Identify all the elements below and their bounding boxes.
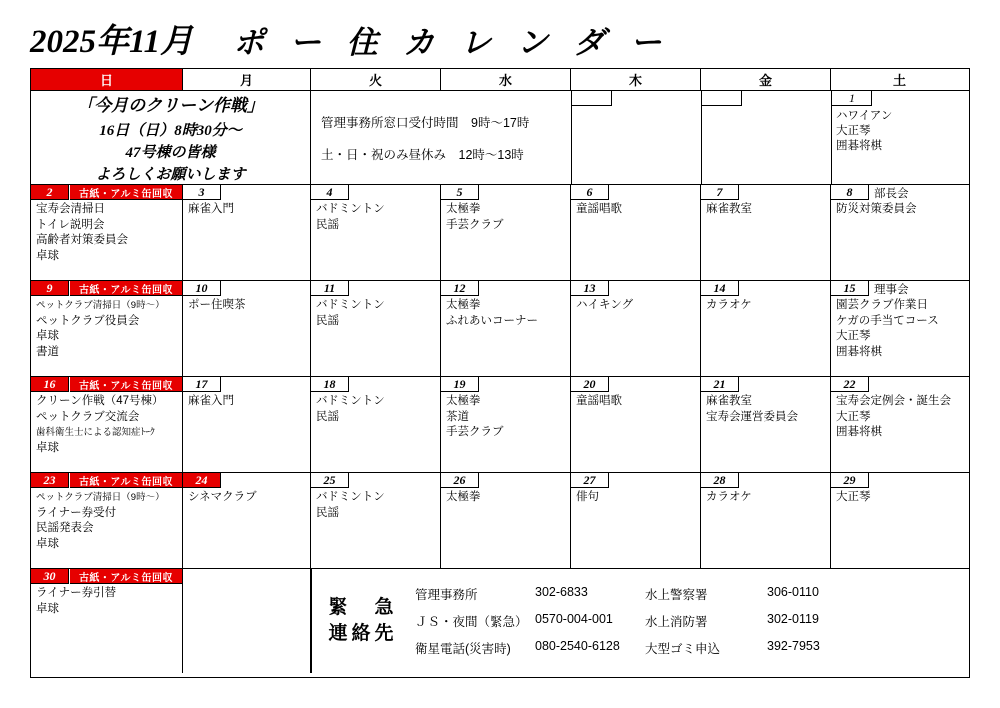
weekday-header-wed: 水 <box>441 69 571 90</box>
day-number: 4 <box>311 185 349 200</box>
event-item: 麻雀入門 <box>188 395 234 407</box>
day-events <box>188 490 307 506</box>
week-row-3 <box>31 281 969 377</box>
day-number: 10 <box>183 281 221 296</box>
day-events <box>706 202 827 218</box>
weekday-header-fri: 金 <box>701 69 831 90</box>
day-number <box>702 91 742 106</box>
day-events <box>36 394 179 456</box>
day-cell-29[interactable] <box>831 473 968 568</box>
recycle-badge: 古紙・アルミ缶回収 <box>70 281 182 296</box>
day-number: 2 <box>31 185 69 200</box>
day-events <box>836 109 966 154</box>
day-number: 22 <box>831 377 869 392</box>
event-item: 麻雀教室 <box>706 395 752 407</box>
event-item: ふれあいコーナー <box>446 314 538 327</box>
contact-label: 大型ゴミ申込 <box>645 642 721 656</box>
event-item: 民謡 <box>316 218 339 231</box>
emergency-column-right <box>645 585 877 657</box>
event-item: ライナー券受付 <box>36 506 117 519</box>
day-events <box>446 202 567 233</box>
day-cell-15[interactable] <box>831 281 968 376</box>
event-item: 大正琴 <box>836 410 871 423</box>
office-hours-line-1: 管理事務所窓口受付時間 9時〜17時 <box>321 115 530 130</box>
office-hours-notice <box>311 91 571 184</box>
event-item: 書道 <box>36 345 59 358</box>
emergency-title-line1: 緊 急 <box>328 597 398 618</box>
title-main: ポ ー 住 カ レ ン ダ ー <box>233 25 671 60</box>
day-events <box>188 202 307 218</box>
notice-row <box>31 91 969 185</box>
day-events <box>576 394 697 410</box>
notice-line-2: 16日（日）8時30分〜 <box>99 123 242 139</box>
day-cell-2[interactable] <box>31 185 183 280</box>
event-item: ケガの手当てコース <box>836 314 939 327</box>
notice-line-1: 「今月のクリーン作戦」 <box>77 96 264 115</box>
event-item: 民謡 <box>316 506 339 519</box>
event-item: 卓球 <box>36 602 59 615</box>
day-number: 8 <box>831 185 869 200</box>
day-cell-12[interactable] <box>441 281 571 376</box>
contact-label: 衛星電話(災害時) <box>415 642 511 656</box>
contact-row <box>645 585 877 603</box>
day-cell-24[interactable] <box>183 473 311 568</box>
day-cell-13[interactable] <box>571 281 701 376</box>
week-row-2 <box>31 185 969 281</box>
contact-number: 302-6833 <box>535 585 588 599</box>
emergency-contacts <box>311 569 969 673</box>
recycle-badge: 古紙・アルミ缶回収 <box>70 473 182 488</box>
event-item: 手芸クラブ <box>446 218 504 231</box>
event-item: ポー住喫茶 <box>188 299 246 311</box>
event-item: 卓球 <box>36 249 59 262</box>
event-item: 民謡 <box>316 314 339 327</box>
day-number: 14 <box>701 281 739 296</box>
recycle-badge: 古紙・アルミ缶回収 <box>70 377 182 392</box>
event-item: 囲碁将棋 <box>836 140 882 152</box>
day-cell-22[interactable] <box>831 377 968 472</box>
day-events <box>836 394 965 441</box>
event-item-small: 歯科衛生士による認知症ﾄｰｸ <box>36 427 155 438</box>
contact-number: 392-7953 <box>767 639 820 653</box>
event-item: ハワイアン <box>836 110 893 122</box>
contact-label: 水上消防署 <box>645 615 708 629</box>
day-events <box>36 490 179 552</box>
event-item: バドミントン <box>316 395 385 407</box>
day-events <box>188 394 307 410</box>
day-events <box>316 394 437 425</box>
weekday-header-sat: 土 <box>892 73 906 88</box>
day-cell-1[interactable] <box>831 91 968 184</box>
weekday-header-sun: 日 <box>31 69 183 90</box>
day-events <box>576 298 697 314</box>
day-cell-fri-empty[interactable] <box>701 91 831 184</box>
day-events <box>316 202 437 233</box>
event-item: 大正琴 <box>836 125 871 137</box>
day-cell-thu-empty[interactable] <box>571 91 701 184</box>
event-item: 俳句 <box>576 491 599 503</box>
day-number: 30 <box>31 569 69 584</box>
day-cell-11[interactable] <box>311 281 441 376</box>
day-number: 17 <box>183 377 221 392</box>
day-cell-14[interactable] <box>701 281 831 376</box>
contact-number: 0570-004-001 <box>535 612 613 626</box>
day-events <box>706 298 827 314</box>
day-events <box>836 490 965 506</box>
event-item-small: ペットクラブ清掃日（9時〜） <box>36 300 165 311</box>
day-events <box>188 298 307 314</box>
day-number: 21 <box>701 377 739 392</box>
event-item: 茶道 <box>446 410 469 423</box>
day-cell-3[interactable] <box>183 185 311 280</box>
event-item: 卓球 <box>36 537 59 550</box>
day-events <box>446 298 567 329</box>
contact-row <box>645 612 877 630</box>
event-item: 民謡発表会 <box>36 522 94 534</box>
emergency-columns <box>415 585 969 657</box>
contact-label: 水上警察署 <box>645 588 708 602</box>
day-events <box>36 202 179 264</box>
clean-campaign-notice <box>31 91 311 184</box>
day-cell-17[interactable] <box>183 377 311 472</box>
weekday-header-row <box>31 69 969 91</box>
day-number: 11 <box>311 281 349 296</box>
contact-number: 080-2540-6128 <box>535 639 620 653</box>
contact-number: 302-0119 <box>767 612 819 626</box>
day-events <box>836 202 965 218</box>
event-item: ペットクラブ役員会 <box>36 314 140 327</box>
event-item: カラオケ <box>706 491 752 503</box>
week-row-4 <box>31 377 969 473</box>
day-events <box>836 298 965 360</box>
notice-line-3: 47号棟の皆様 <box>125 145 216 161</box>
day-number: 19 <box>441 377 479 392</box>
event-item: 大正琴 <box>836 491 871 503</box>
day-cell-20[interactable] <box>571 377 701 472</box>
day-number: 24 <box>183 473 221 488</box>
event-item-small: ペットクラブ清掃日（9時〜） <box>36 492 165 503</box>
event-item: クリーン作戦（47号棟） <box>36 395 164 407</box>
day-cell-4[interactable] <box>311 185 441 280</box>
day-number: 27 <box>571 473 609 488</box>
event-item: バドミントン <box>316 491 385 503</box>
day-events <box>316 298 437 329</box>
event-item: 宝寿会運営委員会 <box>706 410 798 423</box>
event-item: 囲碁将棋 <box>836 426 882 438</box>
event-item: 高齢者対策委員会 <box>36 234 128 246</box>
day-events <box>706 490 827 506</box>
day-cell-7[interactable] <box>701 185 831 280</box>
day-cell-18[interactable] <box>311 377 441 472</box>
day-number: 1 <box>849 91 855 105</box>
week-row-5 <box>31 473 969 569</box>
day-events <box>446 394 567 441</box>
day-cell-8[interactable] <box>831 185 968 280</box>
event-item: トイレ説明会 <box>36 218 105 231</box>
emergency-column-left <box>415 585 645 657</box>
event-item: 卓球 <box>36 441 59 454</box>
event-item: シネマクラブ <box>188 491 257 503</box>
event-item: 童謡唱歌 <box>576 395 622 407</box>
event-item: バドミントン <box>316 299 385 311</box>
contact-row <box>645 639 877 657</box>
recycle-badge: 古紙・アルミ缶回収 <box>70 185 182 200</box>
day-cell-9[interactable] <box>31 281 183 376</box>
day-number: 29 <box>831 473 869 488</box>
weekday-header-tue: 火 <box>311 69 441 90</box>
day-cell-27[interactable] <box>571 473 701 568</box>
day-number: 18 <box>311 377 349 392</box>
day-number: 25 <box>311 473 349 488</box>
emergency-title-line2: 連絡先 <box>328 623 398 644</box>
day-cell-6[interactable] <box>571 185 701 280</box>
day-cell-28[interactable] <box>701 473 831 568</box>
day-number: 15 <box>831 281 869 296</box>
calendar-table <box>30 68 970 678</box>
event-item: ペットクラブ交流会 <box>36 410 140 423</box>
day-events <box>706 394 827 425</box>
event-item: 麻雀入門 <box>188 203 234 215</box>
day-events <box>446 490 567 506</box>
day-number: 6 <box>571 185 609 200</box>
week1-days <box>571 91 969 184</box>
day-cell-16[interactable] <box>31 377 183 472</box>
event-item: ハイキング <box>576 299 634 311</box>
day-cell-5[interactable] <box>441 185 571 280</box>
day-number: 12 <box>441 281 479 296</box>
office-hours-line-2: 土・日・祝のみ昼休み 12時〜13時 <box>321 147 524 162</box>
contact-row <box>415 585 645 603</box>
day-cell-23[interactable] <box>31 473 183 568</box>
weekday-header-thu: 木 <box>571 69 701 90</box>
recycle-badge: 古紙・アルミ缶回収 <box>70 569 182 584</box>
day-number: 23 <box>31 473 69 488</box>
day-number: 16 <box>31 377 69 392</box>
day-events <box>576 202 697 218</box>
day-cell-25[interactable] <box>311 473 441 568</box>
event-item: 太極拳 <box>446 395 481 407</box>
day-cell-30[interactable] <box>31 569 183 673</box>
day-number: 28 <box>701 473 739 488</box>
day-number <box>572 91 612 106</box>
event-item: 囲碁将棋 <box>836 345 882 358</box>
contact-label: ＪＳ・夜間（緊急） <box>415 615 528 629</box>
vertical-divider <box>311 569 312 673</box>
contact-row <box>415 639 645 657</box>
day-cell-19[interactable] <box>441 377 571 472</box>
event-item: カラオケ <box>706 299 752 311</box>
contact-label: 管理事務所 <box>415 588 478 602</box>
notice-line-4: よろしくお願いします <box>95 167 246 183</box>
day-events <box>316 490 437 521</box>
day-events <box>36 586 179 617</box>
day-cell-21[interactable] <box>701 377 831 472</box>
page-title <box>30 18 970 62</box>
week-row-6 <box>31 569 969 673</box>
event-item: 太極拳 <box>446 491 481 503</box>
day-events <box>576 490 697 506</box>
day-number: 13 <box>571 281 609 296</box>
event-item: 園芸クラブ作業日 <box>836 299 928 311</box>
day-number: 5 <box>441 185 479 200</box>
contact-number: 306-0110 <box>767 585 819 599</box>
day-side-label: 部長会 <box>874 187 909 200</box>
event-item: 童謡唱歌 <box>576 203 622 215</box>
day-number: 9 <box>31 281 69 296</box>
event-item: 麻雀教室 <box>706 203 752 215</box>
event-item: バドミントン <box>316 203 385 215</box>
event-item: 太極拳 <box>446 203 481 215</box>
day-number: 3 <box>183 185 221 200</box>
contact-row <box>415 612 645 630</box>
event-item: 手芸クラブ <box>446 426 504 438</box>
day-cell-empty-mon[interactable] <box>183 569 311 673</box>
emergency-title <box>311 595 415 647</box>
day-cell-10[interactable] <box>183 281 311 376</box>
day-events <box>36 298 179 360</box>
event-item: 卓球 <box>36 330 59 342</box>
event-item: 民謡 <box>316 410 339 423</box>
day-cell-26[interactable] <box>441 473 571 568</box>
event-item: 大正琴 <box>836 330 871 342</box>
event-item: ライナー券引替 <box>36 587 117 599</box>
event-item: 宝寿会清掃日 <box>36 203 105 215</box>
event-item: 防災対策委員会 <box>836 203 917 215</box>
day-number: 26 <box>441 473 479 488</box>
event-item: 太極拳 <box>446 299 481 311</box>
day-number: 7 <box>701 185 739 200</box>
event-item: 宝寿会定例会・誕生会 <box>836 395 951 407</box>
weekday-header-mon: 月 <box>183 69 311 90</box>
title-date: 2025年11月 <box>30 24 194 60</box>
day-number: 20 <box>571 377 609 392</box>
day-side-label: 理事会 <box>874 283 909 296</box>
